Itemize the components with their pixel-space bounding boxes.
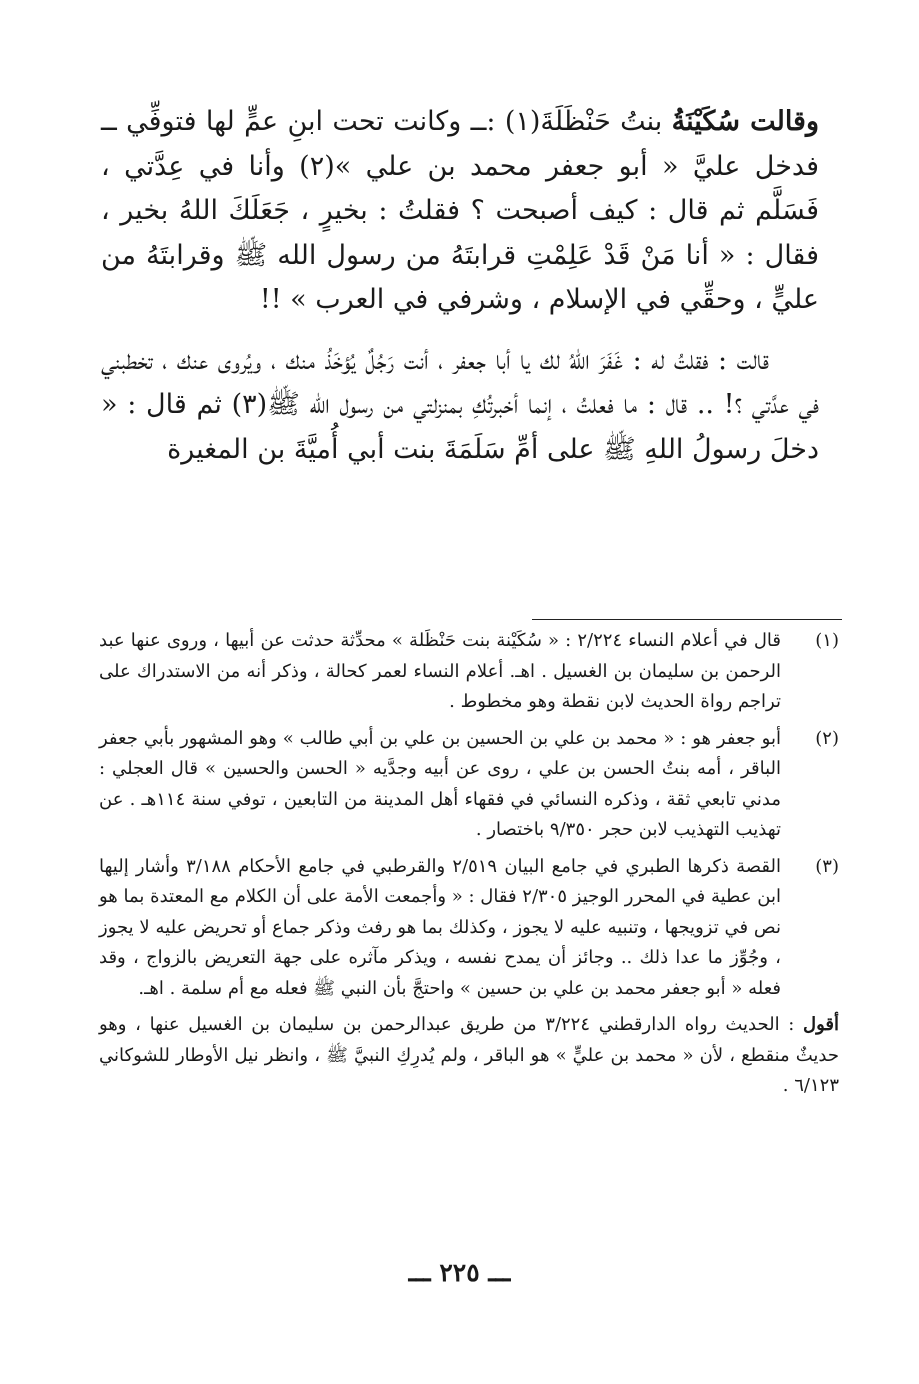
page-number: ـــ ٢٢٥ ـــ [408,1258,511,1287]
paragraph-text: بنتُ حَنْظَلَةَ(١) :ــ وكانت تحت ابنِ عمٍّ لها فتوفِّي ــ فدخل عليَّ « أبو جعفر محمد بن علي »(٢) وأنا في عِدَّتي ، فَسَلَّم ثم قال : كيف أصبحت ؟ فقلتُ : بخيرٍ ، جَعَلَكَ اللهُ بخير ، فقال : « أنا مَنْ قَدْ عَلِمْتِ قرابتَهُ من رسول الله ﷺ وقرابتَهُ من عليٍّ ، وحقِّي في الإسلام ، وشرفي في العرب » !! [101,106,820,315]
footnote-number: (٢) [815,727,839,749]
main-text [101,100,819,488]
author-remark [99,1010,839,1102]
footnote-number: (٣) [815,855,839,877]
paragraph-lead: وقالت سُكَيْنَةُ [671,106,819,137]
footnote-separator [532,619,842,620]
remark-label: أقول [803,1014,839,1035]
paragraph-text: قالت : فقلتُ له : غَفَرَ اللهُ لك يا أبا جعفر ، أنت رَجُلٌ يُؤخَذُ منك ، ويُروى عنك ، تخطبني في عدَّتي ؟! .. قال : ما فعلتُ ، إنما أخبرتُكِ بمنزلتي من رسول الله ﷺ(٣) ثم قال : « دخلَ رسولُ اللهِ ﷺ على أمِّ سَلَمَةَ بنت أبي أُميَّةَ بن المغيرة [101,344,819,465]
footnote [99,626,839,718]
footnote-text: أبو جعفر هو : « محمد بن علي بن الحسين بن علي بن أبي طالب » وهو المشهور بأبي جعفر الباقر ، أمه بنتُ الحسن بن علي ، روى عن أبيه وجدَّيه « الحسن والحسين » قال العجلي : مدني تابعي ثقة ، وذكره النسائي في فقهاء أهل المدينة من التابعين ، توفي سنة ١١٤هـ . عن تهذيب التهذيب لابن حجر ٩/٣٥٠ باختصار . [99,727,782,840]
paragraph [101,100,819,323]
footnote-text: قال في أعلام النساء ٢/٢٢٤ : « سُكَيْنة بنت حَنْظَلة » محدِّثة حدثت عن أبيها ، وروى عنها عبد الرحمن بن سليمان بن الغسيل . اهـ. أعلام النساء لعمر كحالة ، وذكر أنه من الاستدراك على تراجم رواة الحديث لابن نقطة وهو مخطوط . [99,630,781,712]
footnotes [99,626,839,1102]
footnote-number: (١) [815,630,839,651]
footnote [99,724,839,846]
remark-text: : الحديث رواه الدارقطني ٣/٢٢٤ من طريق عبدالرحمن بن سليمان بن الغسيل عنها ، وهو حديثٌ منقطع ، لأن « محمد بن عليٍّ » هو الباقر ، ولم يُدرِكِ النبيَّ ﷺ ، وانظر نيل الأوطار للشوكاني ٦/١٢٣ . [99,1014,839,1096]
paragraph [101,339,819,473]
footnote [99,852,839,1005]
footnote-text: القصة ذكرها الطبري في جامع البيان ٢/٥١٩ والقرطبي في جامع الأحكام ٣/١٨٨ وأشار إليها ابن عطية في المحرر الوجيز ٢/٣٠٥ فقال : « وأجمعت الأمة على أن الكلام مع المعتدة بما هو نص في تزويجها ، وتنبيه عليه لا يجوز ، وكذلك بما هو رفث وذكر جماع أو تحريض عليه لا يجوز ، وجُوِّز ما عدا ذلك .. وجائز أن يمدح نفسه ، ويذكر مآثره على جهة التعريض بالزواج ، وقد فعله « أبو جعفر محمد بن علي بن حسين » واحتجَّ بأن النبي ﷺ فعله مع أم سلمة . اهـ. [99,855,781,999]
